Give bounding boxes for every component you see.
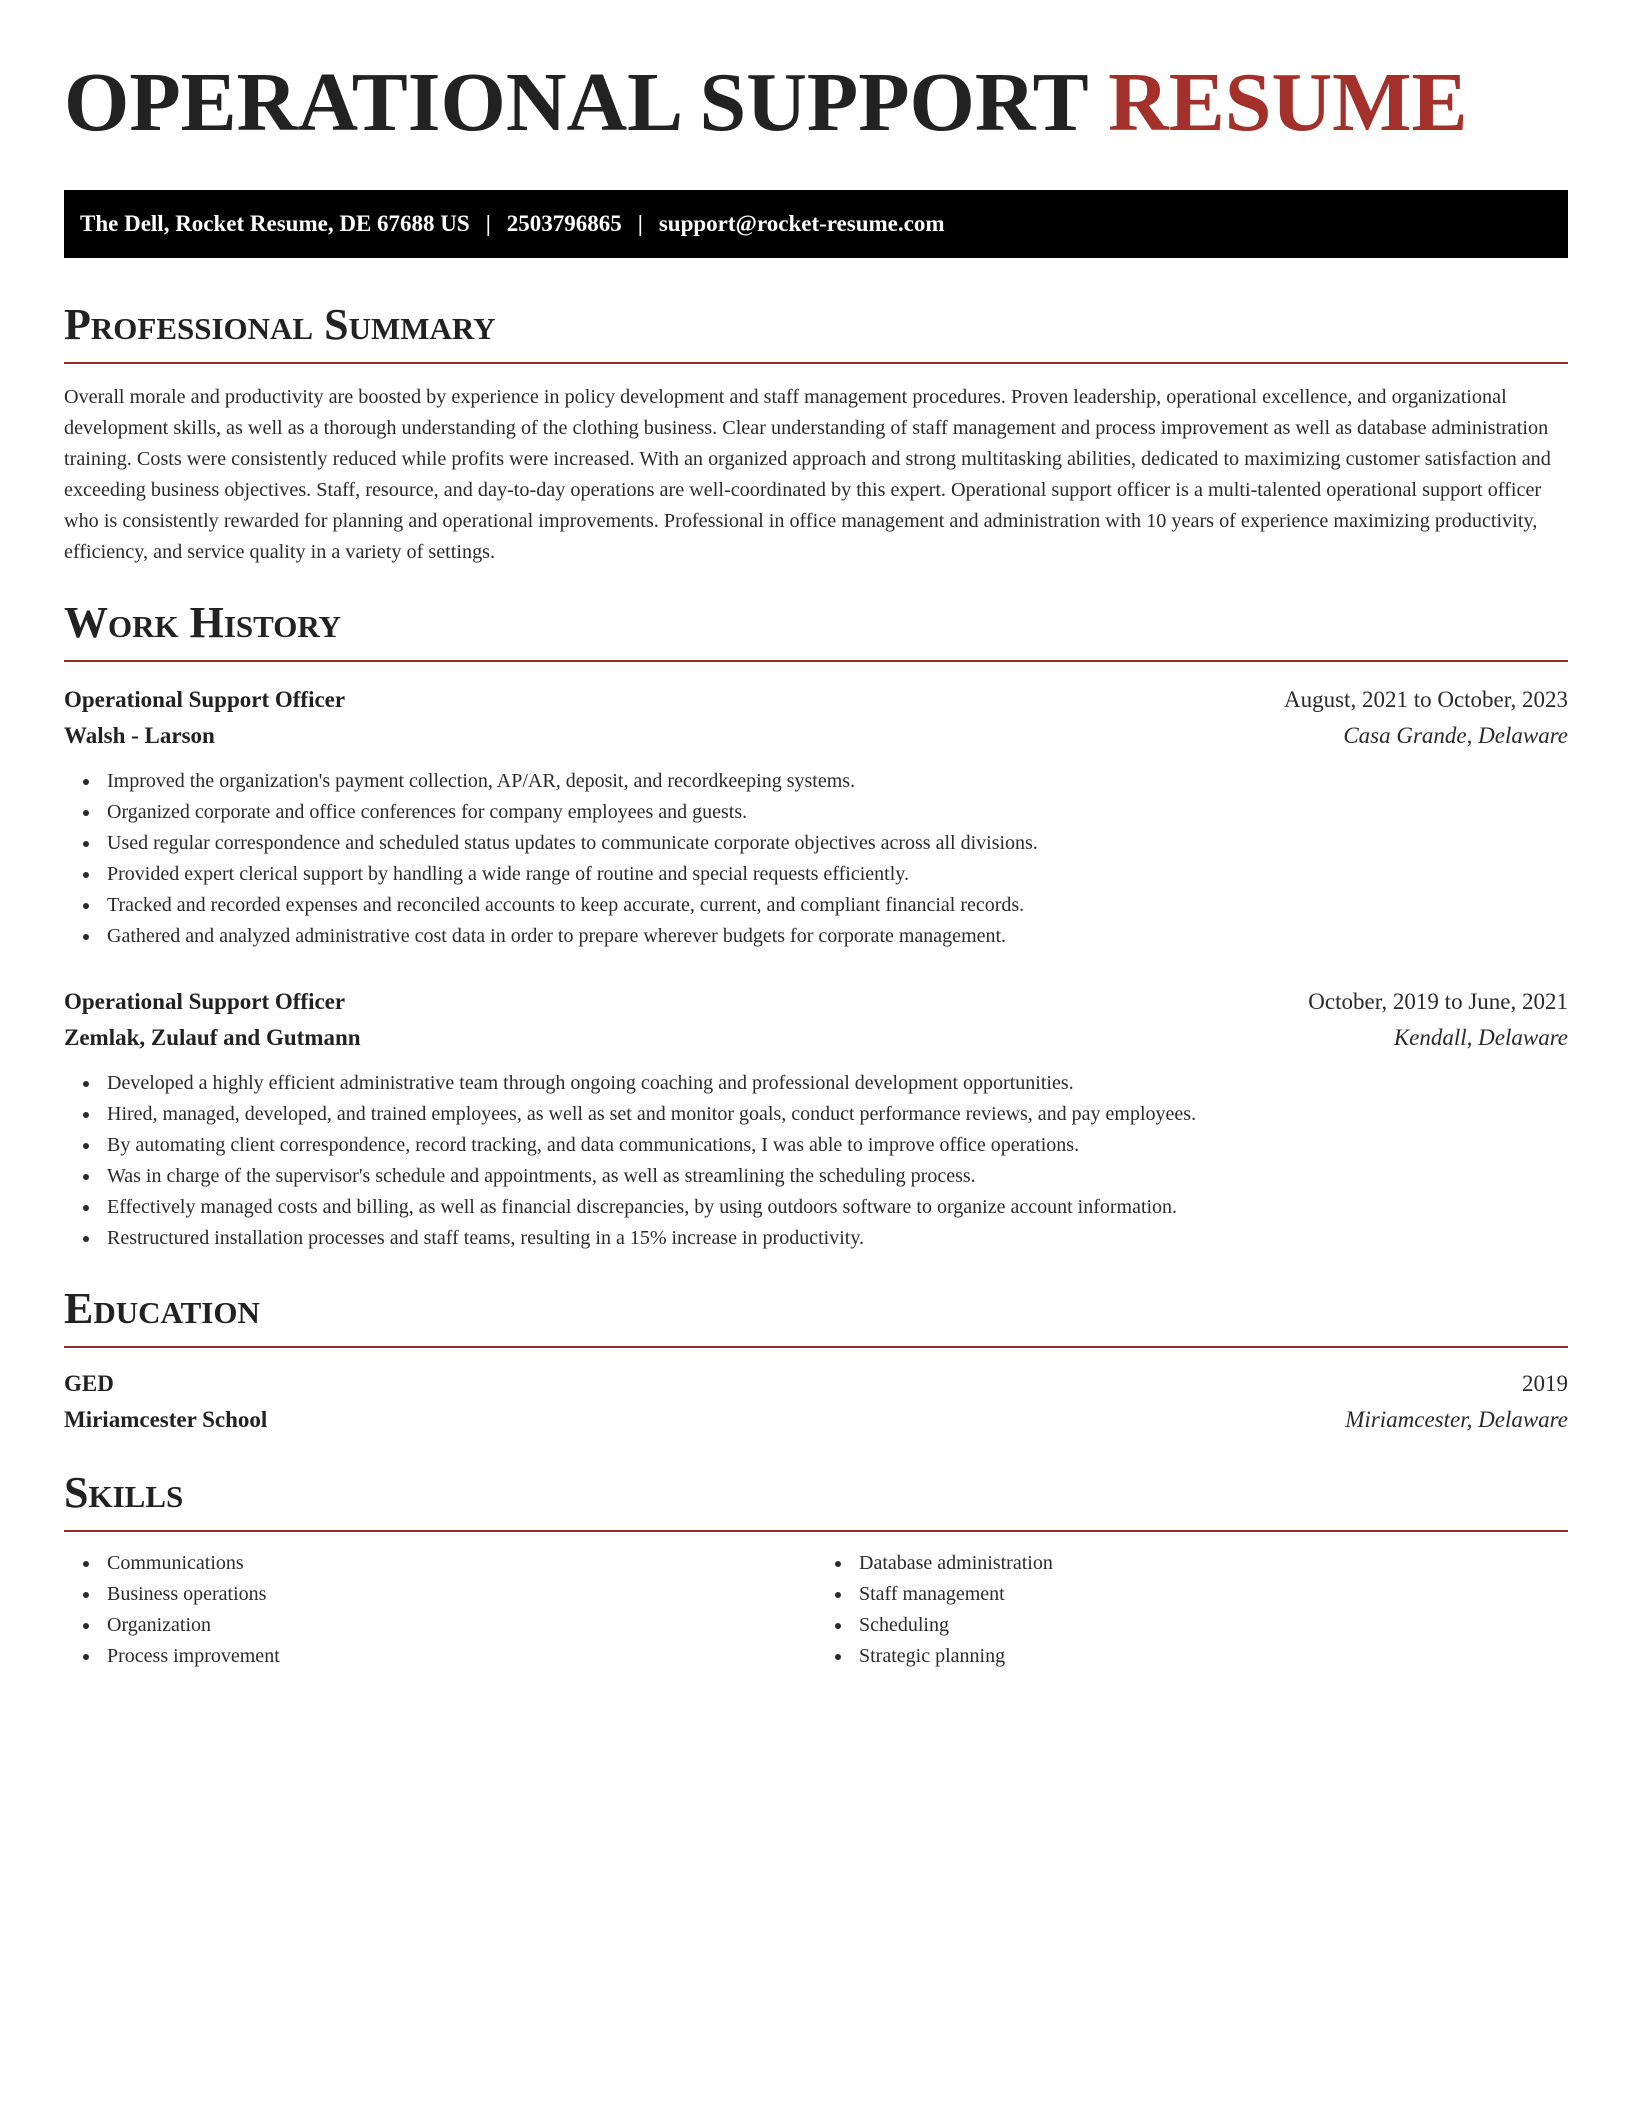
summary-text: Overall morale and productivity are boosted by experience in policy development and staff management procedures. Proven leadership, operational excellence, and organizational development skills, as well as a thorough understanding of the clothing business. Clear understanding of staff management and process improvement as well as database administration training. Costs were consistently reduced while profits were increased. With an organized approach and strong multitasking abilities, dedicated to maximizing customer satisfaction and exceeding business objectives. Staff, resource, and day-to-day operations are well-coordinated by this expert. Operational support officer is a multi-talented operational support officer who is consistently rewarded for planning and operational improvements. Professional in office management and administration with 10 years of experience maximizing productivity, efficiency, and service quality in a variety of settings. <box>64 386 1551 563</box>
resume-title <box>64 0 1568 154</box>
contact-separator: | <box>485 211 491 236</box>
title-main: OPERATIONAL SUPPORT <box>64 56 1088 149</box>
job-bullet: Hired, managed, developed, and trained employees, as well as set and monitor goals, conduct performance reviews, and pay employees. <box>107 1099 1568 1130</box>
job-bullet: Developed a highly efficient administrative team through ongoing coaching and professional development opportunities. <box>107 1068 1568 1099</box>
job-bullet: Effectively managed costs and billing, as well as financial discrepancies, by using outdoors software to organize account information. <box>107 1192 1568 1223</box>
job-company: Walsh - Larson <box>64 723 215 748</box>
job-bullet: Organized corporate and office conferences for company employees and guests. <box>107 797 1568 828</box>
education-location: Miriamcester, Delaware <box>1345 1407 1568 1432</box>
job-title: Operational Support Officer <box>64 687 346 712</box>
education-heading: Education <box>64 1284 260 1333</box>
skill-item: Scheduling <box>859 1610 1568 1641</box>
section-divider <box>64 362 1568 364</box>
job-bullet: Was in charge of the supervisor's schedule and appointments, as well as streamlining the scheduling process. <box>107 1161 1568 1192</box>
job-bullet-list <box>64 1068 1568 1254</box>
contact-address: The Dell, Rocket Resume, DE 67688 US <box>80 211 470 236</box>
skill-item: Business operations <box>107 1579 816 1610</box>
summary-section <box>64 298 1568 568</box>
section-divider <box>64 1530 1568 1532</box>
section-divider <box>64 660 1568 662</box>
job-bullet: By automating client correspondence, record tracking, and data communications, I was able to improve office operations. <box>107 1130 1568 1161</box>
skills-list-left <box>64 1548 816 1672</box>
job-bullet: Used regular correspondence and scheduled status updates to communicate corporate objectives across all divisions. <box>107 828 1568 859</box>
skills-list-right <box>816 1548 1568 1672</box>
skill-item: Database administration <box>859 1548 1568 1579</box>
work-history-heading: Work History <box>64 598 342 647</box>
job-bullet: Restructured installation processes and staff teams, resulting in a 15% increase in productivity. <box>107 1223 1568 1254</box>
skills-heading: Skills <box>64 1468 184 1517</box>
job-bullet: Provided expert clerical support by handling a wide range of routine and special requests efficiently. <box>107 859 1568 890</box>
work-history-section <box>64 596 1568 1254</box>
summary-heading: Professional Summary <box>64 300 496 349</box>
job-bullet: Tracked and recorded expenses and reconciled accounts to keep accurate, current, and compliant financial records. <box>107 890 1568 921</box>
job-bullet: Improved the organization's payment collection, AP/AR, deposit, and recordkeeping systems. <box>107 766 1568 797</box>
contact-bar <box>64 190 1568 258</box>
job-dates: October, 2019 to June, 2021 <box>1308 989 1568 1014</box>
job-location: Casa Grande, Delaware <box>1343 723 1568 748</box>
education-section <box>64 1282 1568 1438</box>
contact-separator: | <box>637 211 643 236</box>
skill-item: Process improvement <box>107 1641 816 1672</box>
skill-item: Staff management <box>859 1579 1568 1610</box>
job-entry <box>64 682 1568 952</box>
skill-item: Strategic planning <box>859 1641 1568 1672</box>
job-bullet-list <box>64 766 1568 952</box>
skill-item: Communications <box>107 1548 816 1579</box>
education-school: Miriamcester School <box>64 1407 268 1432</box>
contact-phone[interactable]: 2503796865 <box>506 211 622 236</box>
section-divider <box>64 1346 1568 1348</box>
job-title: Operational Support Officer <box>64 989 346 1014</box>
skills-section <box>64 1466 1568 1672</box>
education-year: 2019 <box>1522 1371 1568 1396</box>
job-location: Kendall, Delaware <box>1393 1025 1568 1050</box>
skills-columns <box>64 1548 1568 1672</box>
education-entry <box>64 1366 1568 1438</box>
job-bullet: Gathered and analyzed administrative cost data in order to prepare wherever budgets for corporate management. <box>107 921 1568 952</box>
job-entry <box>64 984 1568 1254</box>
contact-email[interactable]: support@rocket-resume.com <box>658 211 945 236</box>
education-degree: GED <box>64 1371 114 1396</box>
job-company: Zemlak, Zulauf and Gutmann <box>64 1025 361 1050</box>
skill-item: Organization <box>107 1610 816 1641</box>
job-dates: August, 2021 to October, 2023 <box>1284 687 1568 712</box>
title-accent: RESUME <box>1108 56 1468 149</box>
